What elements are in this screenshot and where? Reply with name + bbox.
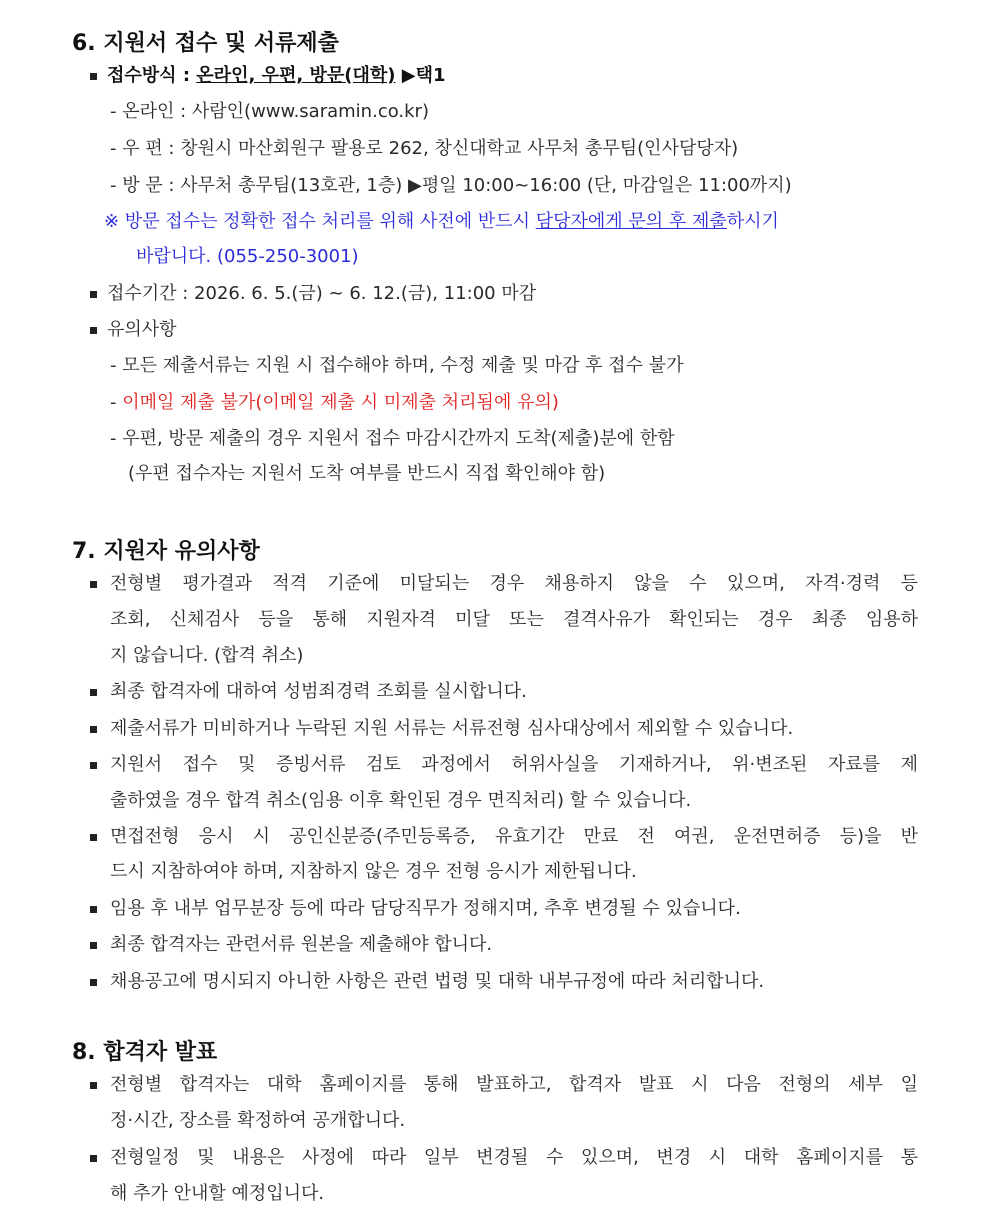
visit-note-underlined: 담당자에게 문의 후 제출 [535,211,727,232]
caution-2-text: 이메일 제출 불가(이메일 제출 시 미제출 처리됨에 유의) [122,392,559,413]
s7-item5-line1: 면접전형 응시 시 공인신분증(주민등록증, 유효기간 만료 전 여권, 운전면허증 등)을 반 [110,826,918,847]
section-7-title: 7. 지원자 유의사항 [72,539,260,564]
visit-submission: - 방 문 : 사무처 총무팀(13호관, 1층) ▶평일 10:00~16:00 (단, 마감일은 11:00까지) [110,175,792,196]
section-8-title: 8. 합격자 발표 [72,1040,218,1065]
bullet-icon [90,726,97,733]
s7-item4-line2: 출하였을 경우 합격 취소(임용 이후 확인된 경우 면직처리) 할 수 있습니다. [110,790,692,811]
bullet-icon [90,1082,97,1089]
s8-item1-line2: 정·시간, 장소를 확정하여 공개합니다. [110,1110,406,1131]
s7-item1-line2: 조회, 신체검사 등을 통해 지원자격 미달 또는 결격사유가 확인되는 경우 최종 임용하 [110,609,918,630]
bullet-icon [90,689,97,696]
s7-item4-line1: 지원서 접수 및 증빙서류 검토 과정에서 허위사실을 기재하거나, 위·변조된 자료를 제 [110,754,918,775]
s7-item6: 임용 후 내부 업무분장 등에 따라 담당직무가 정해지며, 추후 변경될 수 있습니다. [110,898,741,919]
caution-2-dash: - [110,392,123,413]
visit-note-line2: 바랍니다. (055-250-3001) [136,246,359,267]
bullet-icon [90,979,97,986]
bullet-icon [90,581,97,588]
online-submission: - 온라인 : 사람인(www.saramin.co.kr) [110,101,429,122]
method-value: 온라인, 우편, 방문(대학) [196,65,396,86]
visit-note [104,211,779,233]
visit-note-part3: 하시기 [726,211,779,232]
mail-submission: - 우 편 : 창원시 마산회원구 팔용로 262, 창신대학교 사무처 총무팀(인사담당자) [110,138,739,159]
s8-item1-line1: 전형별 합격자는 대학 홈페이지를 통해 발표하고, 합격자 발표 시 다음 전형의 세부 일 [110,1074,918,1095]
s8-item2-line2: 해 추가 안내할 예정입니다. [110,1183,325,1204]
s7-item1-line1: 전형별 평가결과 적격 기준에 미달되는 경우 채용하지 않을 수 있으며, 자격·경력 등 [110,573,918,594]
bullet-icon [90,73,97,80]
caution-1: - 모든 제출서류는 지원 시 접수해야 하며, 수정 제출 및 마감 후 접수 불가 [110,355,684,376]
submission-period: 접수기간 : 2026. 6. 5.(금) ~ 6. 12.(금), 11:00 마감 [107,283,537,304]
visit-note-part1: ※ 방문 접수는 정확한 접수 처리를 위해 사전에 반드시 [104,211,536,232]
method-choice: ▶택1 [395,65,446,86]
section-6-title: 6. 지원서 접수 및 서류제출 [72,31,339,56]
bullet-icon [90,1155,97,1162]
bullet-icon [90,291,97,298]
s7-item2: 최종 합격자에 대하여 성범죄경력 조회를 실시합니다. [110,681,527,702]
s7-item7: 최종 합격자는 관련서류 원본을 제출해야 합니다. [110,934,493,955]
bullet-icon [90,906,97,913]
bullet-icon [90,942,97,949]
bullet-icon [90,327,97,334]
s7-item1-line3: 지 않습니다. (합격 취소) [110,645,304,666]
submission-method [107,65,445,87]
s7-item3: 제출서류가 미비하거나 누락된 지원 서류는 서류전형 심사대상에서 제외할 수 있습니다. [110,718,794,739]
cautions-title: 유의사항 [107,319,177,340]
caution-3: - 우편, 방문 제출의 경우 지원서 접수 마감시간까지 도착(제출)분에 한함 [110,428,675,449]
caution-2 [110,392,559,414]
s7-item5-line2: 드시 지참하여야 하며, 지참하지 않은 경우 전형 응시가 제한됩니다. [110,861,637,882]
s8-item2-line1: 전형일정 및 내용은 사정에 따라 일부 변경될 수 있으며, 변경 시 대학 홈페이지를 통 [110,1147,918,1168]
bullet-icon [90,834,97,841]
s7-item8: 채용공고에 명시되지 아니한 사항은 관련 법령 및 대학 내부규정에 따라 처리합니다. [110,971,765,992]
bullet-icon [90,762,97,769]
caution-3-note: (우편 접수자는 지원서 도착 여부를 반드시 직접 확인해야 함) [128,463,606,484]
method-label: 접수방식 : [107,65,197,86]
